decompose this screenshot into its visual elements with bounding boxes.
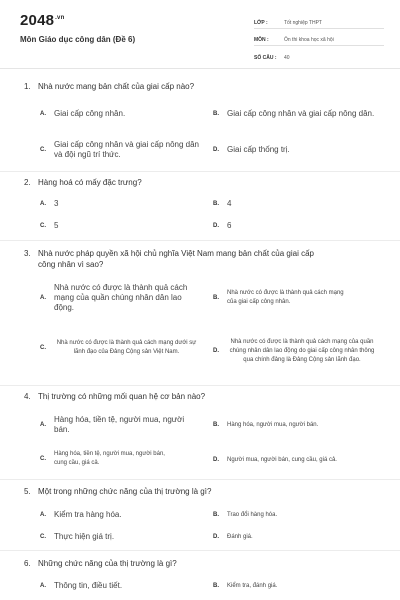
header-divider <box>0 68 400 69</box>
page-header <box>0 0 400 68</box>
question-5-text: 5. Một trong những chức năng của thị trường là gì? <box>24 487 212 496</box>
question-divider <box>0 479 400 480</box>
meta-count-label: SỐ CÂU : <box>254 55 277 61</box>
question-5-option-c[interactable]: C. Thực hiện giá trị. <box>40 532 115 541</box>
meta-course-label: MÔN : <box>254 37 269 43</box>
question-3-option-c[interactable]: C. Nhà nước có được là thành quả cách mạng dưới sự lãnh đạo của Đảng Cộng sản Việt Nam. <box>40 340 197 355</box>
question-1-option-a[interactable]: A. Giai cấp công nhân. <box>40 109 126 118</box>
meta-count-row <box>254 48 384 63</box>
meta-course-row <box>254 31 384 46</box>
question-2-option-a[interactable]: A. 3 <box>40 199 59 208</box>
meta-class-label: LỚP : <box>254 20 268 26</box>
question-4-option-a[interactable]: A. Hàng hóa, tiền tệ, người mua, người bán. <box>40 415 185 434</box>
question-3-option-d[interactable]: D. Nhà nước có được là thành quả cách mạng của quần chúng nhân dân lao động do giai cấp công nhân thông qua chính đảng là Đảng Cộng sản lãnh đạo. <box>213 338 375 363</box>
question-2-option-c[interactable]: C. 5 <box>40 221 59 230</box>
logo-text: 2048 <box>20 12 55 29</box>
site-logo[interactable] <box>20 12 64 29</box>
question-3-text: 3. Nhà nước pháp quyền xã hội chủ nghĩa Việt Nam mang bản chất của giai cấp công nhân vì sao? <box>24 249 314 269</box>
question-divider <box>0 240 400 241</box>
exam-subject-title: Môn Giáo dục công dân (Đề 6) <box>20 35 136 44</box>
question-3-option-b[interactable]: B. Nhà nước có được là thành quả cách mạng của giai cấp công nhân. <box>213 290 344 305</box>
question-4-text: 4. Thị trường có những mối quan hệ cơ bản nào? <box>24 392 206 401</box>
meta-class-value: Tốt nghiệp THPT <box>284 20 322 26</box>
question-5-option-d[interactable]: D. Đánh giá. <box>213 533 253 540</box>
question-5-option-a[interactable]: A. Kiểm tra hàng hóa. <box>40 510 122 519</box>
question-6-option-b[interactable]: B. Kiểm tra, đánh giá. <box>213 582 278 589</box>
question-2-option-d[interactable]: D. 6 <box>213 221 232 230</box>
question-3-option-a[interactable]: A. Nhà nước có được là thành quả cách mạng của quần chúng nhân dân lao động. <box>40 283 188 312</box>
question-4-option-c[interactable]: C. Hàng hóa, tiền tệ, người mua, người bán, cung cầu, giá cả. <box>40 451 165 466</box>
question-5-option-b[interactable]: B. Trao đổi hàng hóa. <box>213 511 278 518</box>
meta-class-row <box>254 14 384 29</box>
question-divider <box>0 385 400 386</box>
question-divider <box>0 171 400 172</box>
question-2-text: 2. Hàng hoá có mấy đặc trưng? <box>24 178 142 187</box>
question-2-option-b[interactable]: B. 4 <box>213 199 232 208</box>
meta-course-value: Ôn thi khoa học xã hội <box>284 37 334 43</box>
logo-tld: .vn <box>55 15 65 21</box>
meta-count-value: 40 <box>284 55 290 61</box>
question-divider <box>0 550 400 551</box>
question-6-option-a[interactable]: A. Thông tin, điều tiết. <box>40 581 123 590</box>
question-1-option-d[interactable]: D. Giai cấp thống trị. <box>213 145 290 154</box>
question-6-text: 6. Những chức năng của thị trường là gì? <box>24 559 177 568</box>
question-1-option-b[interactable]: B. Giai cấp công nhân và giai cấp nông dân. <box>213 109 375 118</box>
question-1-option-c[interactable]: C. Giai cấp công nhân và giai cấp nông dân và đội ngũ trí thức. <box>40 140 199 159</box>
question-4-option-d[interactable]: D. Người mua, người bán, cung cầu, giá cả. <box>213 456 337 463</box>
question-1-text: 1. Nhà nước mang bản chất của giai cấp nào? <box>24 82 195 91</box>
exam-meta <box>254 14 384 65</box>
question-4-option-b[interactable]: B. Hàng hóa, người mua, người bán. <box>213 421 319 428</box>
